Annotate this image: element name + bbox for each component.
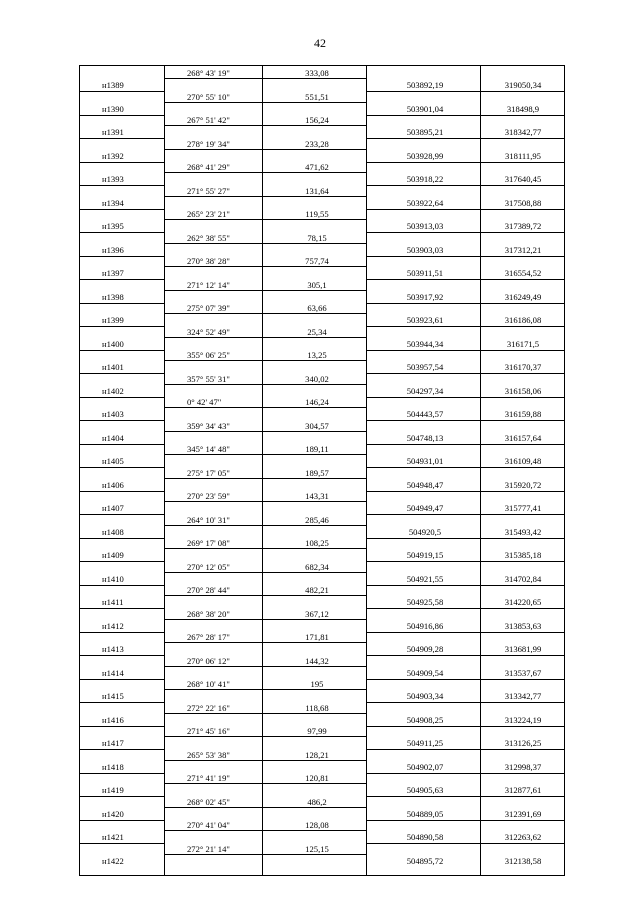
segment-angle: 278° 19' 34"	[187, 138, 230, 149]
segment-angle: 270° 55' 10"	[187, 91, 230, 102]
point-x-coordinate: 504889,05	[406, 808, 444, 819]
row-divider	[164, 572, 366, 573]
point-y-coordinate: 317312,21	[504, 244, 542, 255]
point-id: н1398	[102, 291, 124, 302]
point-y-coordinate: 312877,61	[504, 785, 542, 795]
segment-distance: 13,25	[307, 350, 327, 360]
point-id: н1404	[102, 432, 124, 443]
column-divider	[366, 66, 367, 875]
segment-distance: 118,68	[305, 702, 329, 713]
point-id: н1403	[102, 409, 124, 419]
point-x-coordinate: 503944,34	[406, 338, 444, 349]
segment-distance: 304,57	[305, 420, 329, 431]
segment-angle: 345° 14' 48"	[187, 444, 230, 454]
point-id: н1418	[102, 761, 124, 772]
point-id: н1389	[102, 80, 124, 90]
row-divider	[164, 337, 366, 338]
row-divider	[366, 773, 564, 774]
row-divider	[80, 561, 164, 562]
row-divider	[366, 702, 564, 703]
point-x-coordinate: 504909,54	[406, 667, 444, 678]
row-divider	[80, 843, 164, 844]
point-id: н1415	[102, 691, 124, 701]
point-x-coordinate: 504920,5	[408, 526, 442, 537]
row-divider	[164, 666, 366, 667]
point-y-coordinate: 316157,64	[504, 432, 542, 443]
row-divider	[80, 232, 164, 233]
point-y-coordinate: 314702,84	[504, 573, 542, 584]
segment-angle: 270° 12' 05"	[187, 561, 230, 572]
point-x-coordinate: 504911,25	[406, 738, 444, 748]
row-divider	[80, 726, 164, 727]
segment-angle: 268° 10' 41"	[187, 679, 230, 689]
row-divider	[164, 689, 366, 690]
point-y-coordinate: 313681,99	[504, 644, 542, 654]
row-divider	[366, 209, 564, 210]
segment-angle: 267° 28' 17"	[187, 632, 230, 642]
point-x-coordinate: 504916,86	[406, 620, 444, 631]
point-x-coordinate: 504297,34	[406, 385, 444, 396]
segment-angle: 270° 41' 04"	[187, 820, 230, 830]
row-divider	[366, 514, 564, 515]
row-divider	[164, 642, 366, 643]
point-id: н1397	[102, 268, 124, 278]
segment-distance: 482,21	[305, 585, 329, 595]
segment-angle: 275° 07' 39"	[187, 303, 230, 313]
point-x-coordinate: 504908,25	[406, 714, 444, 725]
point-x-coordinate: 503923,61	[406, 315, 444, 325]
row-divider	[366, 608, 564, 609]
point-id: н1409	[102, 550, 124, 560]
point-y-coordinate: 318342,77	[504, 127, 542, 137]
segment-distance: 146,24	[305, 397, 329, 407]
point-y-coordinate: 316109,48	[504, 456, 542, 466]
segment-angle: 357° 55' 31"	[187, 373, 230, 384]
point-y-coordinate: 316170,37	[504, 362, 542, 372]
row-divider	[80, 350, 164, 351]
point-y-coordinate: 313537,67	[504, 667, 542, 678]
segment-angle: 262° 38' 55"	[187, 232, 230, 243]
coordinates-table	[79, 65, 565, 876]
segment-distance: 233,28	[305, 138, 329, 149]
point-id: н1419	[102, 785, 124, 795]
row-divider	[164, 854, 366, 855]
row-divider	[164, 102, 366, 103]
segment-distance: 285,46	[305, 514, 329, 525]
point-id: н1399	[102, 315, 124, 325]
row-divider	[80, 115, 164, 116]
point-x-coordinate: 504443,57	[406, 409, 444, 419]
segment-angle: 355° 06' 25"	[187, 350, 230, 360]
point-id: н1395	[102, 221, 124, 231]
point-x-coordinate: 504931,01	[406, 456, 444, 466]
row-divider	[80, 138, 164, 139]
point-y-coordinate: 313853,63	[504, 620, 542, 631]
page-number: 42	[314, 36, 326, 50]
row-divider	[164, 478, 366, 479]
point-x-coordinate: 503911,51	[406, 268, 444, 278]
point-id: н1394	[102, 197, 124, 208]
point-x-coordinate: 503928,99	[406, 150, 444, 161]
row-divider	[80, 632, 164, 633]
point-x-coordinate: 504890,58	[406, 832, 444, 842]
row-divider	[80, 467, 164, 468]
row-divider	[366, 632, 564, 633]
point-y-coordinate: 316249,49	[504, 291, 542, 302]
row-divider	[80, 209, 164, 210]
segment-distance: 119,55	[305, 209, 329, 219]
row-divider	[366, 326, 564, 327]
segment-distance: 25,34	[307, 326, 327, 337]
point-y-coordinate: 313126,25	[504, 738, 542, 748]
point-id: н1391	[102, 127, 124, 137]
row-divider	[80, 608, 164, 609]
point-x-coordinate: 504905,63	[406, 785, 444, 795]
point-x-coordinate: 504895,72	[406, 855, 444, 866]
point-y-coordinate: 315385,18	[504, 550, 542, 560]
row-divider	[164, 830, 366, 831]
row-divider	[80, 820, 164, 821]
row-divider	[164, 313, 366, 314]
segment-distance: 189,11	[305, 444, 329, 454]
column-divider	[164, 66, 165, 875]
point-id: н1413	[102, 644, 124, 654]
segment-distance: 333,08	[305, 68, 329, 78]
point-x-coordinate: 503917,92	[406, 291, 444, 302]
row-divider	[80, 185, 164, 186]
row-divider	[80, 373, 164, 374]
row-divider	[164, 431, 366, 432]
row-divider	[164, 172, 366, 173]
point-y-coordinate: 316554,52	[504, 268, 542, 278]
segment-distance: 97,99	[307, 726, 327, 736]
row-divider	[366, 655, 564, 656]
segment-angle: 271° 45' 16"	[187, 726, 230, 736]
row-divider	[366, 115, 564, 116]
point-id: н1402	[102, 385, 124, 396]
point-y-coordinate: 313342,77	[504, 691, 542, 701]
segment-angle: 271° 12' 14"	[187, 279, 230, 290]
segment-distance: 171,81	[305, 632, 329, 642]
row-divider	[164, 219, 366, 220]
row-divider	[366, 726, 564, 727]
point-y-coordinate: 318111,95	[505, 150, 541, 161]
point-y-coordinate: 314220,65	[504, 597, 542, 607]
point-x-coordinate: 504948,47	[406, 479, 444, 490]
row-divider	[80, 303, 164, 304]
row-divider	[366, 796, 564, 797]
segment-distance: 340,02	[305, 373, 329, 384]
segment-angle: 270° 28' 44"	[187, 585, 230, 595]
segment-angle: 265° 23' 21"	[187, 209, 230, 219]
point-y-coordinate: 317389,72	[504, 221, 542, 231]
row-divider	[80, 655, 164, 656]
point-id: н1406	[102, 479, 124, 490]
point-y-coordinate: 312263,62	[504, 832, 542, 842]
point-y-coordinate: 316158,06	[504, 385, 542, 396]
point-y-coordinate: 317508,88	[504, 197, 542, 208]
segment-distance: 156,24	[305, 115, 329, 125]
row-divider	[366, 679, 564, 680]
point-x-coordinate: 503913,03	[406, 221, 444, 231]
row-divider	[366, 185, 564, 186]
segment-angle: 270° 23' 59"	[187, 491, 230, 501]
segment-angle: 324° 52' 49"	[187, 326, 230, 337]
point-y-coordinate: 318498,9	[506, 103, 540, 114]
point-y-coordinate: 316186,08	[504, 315, 542, 325]
row-divider	[80, 538, 164, 539]
point-id: н1411	[102, 597, 124, 607]
row-divider	[164, 807, 366, 808]
row-divider	[164, 149, 366, 150]
point-id: н1407	[102, 503, 124, 513]
row-divider	[366, 749, 564, 750]
segment-distance: 757,74	[305, 256, 329, 266]
segment-angle: 271° 55' 27"	[187, 185, 230, 196]
segment-angle: 269° 17' 08"	[187, 538, 230, 548]
row-divider	[164, 525, 366, 526]
point-x-coordinate: 504921,55	[406, 573, 444, 584]
point-id: н1422	[102, 855, 124, 866]
segment-distance: 125,15	[305, 843, 329, 854]
segment-angle: 265° 53' 38"	[187, 749, 230, 760]
point-x-coordinate: 504902,07	[406, 761, 444, 772]
point-id: н1405	[102, 456, 124, 466]
row-divider	[366, 373, 564, 374]
row-divider	[80, 796, 164, 797]
row-divider	[80, 702, 164, 703]
segment-distance: 195	[310, 679, 324, 689]
row-divider	[80, 326, 164, 327]
row-divider	[366, 820, 564, 821]
row-divider	[366, 843, 564, 844]
row-divider	[164, 783, 366, 784]
row-divider	[164, 78, 366, 79]
row-divider	[80, 514, 164, 515]
segment-distance: 128,21	[305, 749, 329, 760]
row-divider	[164, 125, 366, 126]
point-y-coordinate: 315920,72	[504, 479, 542, 490]
segment-distance: 128,08	[305, 820, 329, 830]
segment-distance: 682,34	[305, 561, 329, 572]
segment-distance: 131,64	[305, 185, 329, 196]
segment-distance: 305,1	[307, 279, 327, 290]
point-id: н1414	[102, 667, 124, 678]
row-divider	[366, 350, 564, 351]
segment-angle: 272° 21' 14"	[187, 843, 230, 854]
segment-angle: 270° 06' 12"	[187, 655, 230, 666]
segment-angle: 268° 43' 19"	[187, 68, 230, 78]
point-x-coordinate: 504949,47	[406, 503, 444, 513]
row-divider	[80, 491, 164, 492]
row-divider	[366, 467, 564, 468]
row-divider	[164, 407, 366, 408]
row-divider	[366, 303, 564, 304]
segment-distance: 144,32	[305, 655, 329, 666]
segment-angle: 268° 38' 20"	[187, 608, 230, 619]
row-divider	[80, 444, 164, 445]
row-divider	[366, 420, 564, 421]
point-id: н1392	[102, 150, 124, 161]
point-x-coordinate: 504925,58	[406, 597, 444, 607]
segment-angle: 264° 10' 31"	[187, 514, 230, 525]
point-y-coordinate: 312138,58	[504, 855, 542, 866]
row-divider	[80, 585, 164, 586]
segment-distance: 189,57	[305, 467, 329, 478]
segment-distance: 551,51	[305, 91, 329, 102]
point-id: н1400	[102, 338, 124, 349]
row-divider	[366, 138, 564, 139]
row-divider	[164, 384, 366, 385]
point-id: н1410	[102, 573, 124, 584]
point-id: н1401	[102, 362, 124, 372]
row-divider	[164, 736, 366, 737]
row-divider	[164, 454, 366, 455]
row-divider	[80, 679, 164, 680]
point-y-coordinate: 316159,88	[504, 409, 542, 419]
point-x-coordinate: 504909,28	[406, 644, 444, 654]
row-divider	[164, 501, 366, 502]
row-divider	[366, 585, 564, 586]
segment-angle: 0° 42' 47"	[187, 397, 222, 407]
row-divider	[164, 360, 366, 361]
point-id: н1390	[102, 103, 124, 114]
row-divider	[80, 91, 164, 92]
point-x-coordinate: 503957,54	[406, 362, 444, 372]
point-x-coordinate: 504748,13	[406, 432, 444, 443]
row-divider	[80, 397, 164, 398]
row-divider	[164, 548, 366, 549]
segment-distance: 63,66	[307, 303, 327, 313]
row-divider	[366, 538, 564, 539]
row-divider	[366, 232, 564, 233]
segment-angle: 271° 41' 19"	[187, 773, 230, 783]
point-id: н1393	[102, 174, 124, 184]
segment-distance: 486,2	[307, 796, 327, 807]
point-id: н1412	[102, 620, 124, 631]
point-id: н1420	[102, 808, 124, 819]
point-x-coordinate: 504903,34	[406, 691, 444, 701]
row-divider	[80, 773, 164, 774]
row-divider	[80, 256, 164, 257]
point-x-coordinate: 503922,64	[406, 197, 444, 208]
point-id: н1396	[102, 244, 124, 255]
row-divider	[164, 760, 366, 761]
point-y-coordinate: 312998,37	[504, 761, 542, 772]
row-divider	[80, 162, 164, 163]
point-y-coordinate: 312391,69	[504, 808, 542, 819]
row-divider	[80, 279, 164, 280]
row-divider	[366, 561, 564, 562]
row-divider	[164, 196, 366, 197]
row-divider	[80, 749, 164, 750]
segment-angle: 270° 38' 28"	[187, 256, 230, 266]
row-divider	[80, 420, 164, 421]
segment-distance: 367,12	[305, 608, 329, 619]
row-divider	[164, 713, 366, 714]
point-id: н1408	[102, 526, 124, 537]
row-divider	[366, 91, 564, 92]
row-divider	[366, 162, 564, 163]
column-divider	[480, 66, 481, 875]
row-divider	[366, 491, 564, 492]
row-divider	[366, 279, 564, 280]
point-y-coordinate: 317640,45	[504, 174, 542, 184]
point-y-coordinate: 316171,5	[506, 338, 540, 349]
segment-distance: 471,62	[305, 162, 329, 172]
segment-angle: 267° 51' 42"	[187, 115, 230, 125]
segment-distance: 78,15	[307, 232, 327, 243]
row-divider	[366, 256, 564, 257]
point-y-coordinate: 313224,19	[504, 714, 542, 725]
point-x-coordinate: 504919,15	[406, 550, 444, 560]
row-divider	[366, 444, 564, 445]
point-x-coordinate: 503901,04	[406, 103, 444, 114]
point-id: н1417	[102, 738, 124, 748]
point-y-coordinate: 315493,42	[504, 526, 542, 537]
segment-distance: 108,25	[305, 538, 329, 548]
row-divider	[164, 619, 366, 620]
row-divider	[164, 266, 366, 267]
point-id: н1416	[102, 714, 124, 725]
point-x-coordinate: 503892,19	[406, 80, 444, 90]
segment-distance: 143,31	[305, 491, 329, 501]
segment-angle: 359° 34' 43"	[187, 420, 230, 431]
point-y-coordinate: 319050,34	[504, 80, 542, 90]
segment-angle: 272° 22' 16"	[187, 702, 230, 713]
point-y-coordinate: 315777,41	[504, 503, 542, 513]
row-divider	[366, 397, 564, 398]
segment-angle: 268° 41' 29"	[187, 162, 230, 172]
row-divider	[164, 290, 366, 291]
segment-angle: 275° 17' 05"	[187, 467, 230, 478]
point-id: н1421	[102, 832, 124, 842]
point-x-coordinate: 503918,22	[406, 174, 444, 184]
row-divider	[164, 595, 366, 596]
segment-angle: 268° 02' 45"	[187, 796, 230, 807]
point-x-coordinate: 503903,03	[406, 244, 444, 255]
point-x-coordinate: 503895,21	[406, 127, 444, 137]
segment-distance: 120,81	[305, 773, 329, 783]
row-divider	[164, 243, 366, 244]
